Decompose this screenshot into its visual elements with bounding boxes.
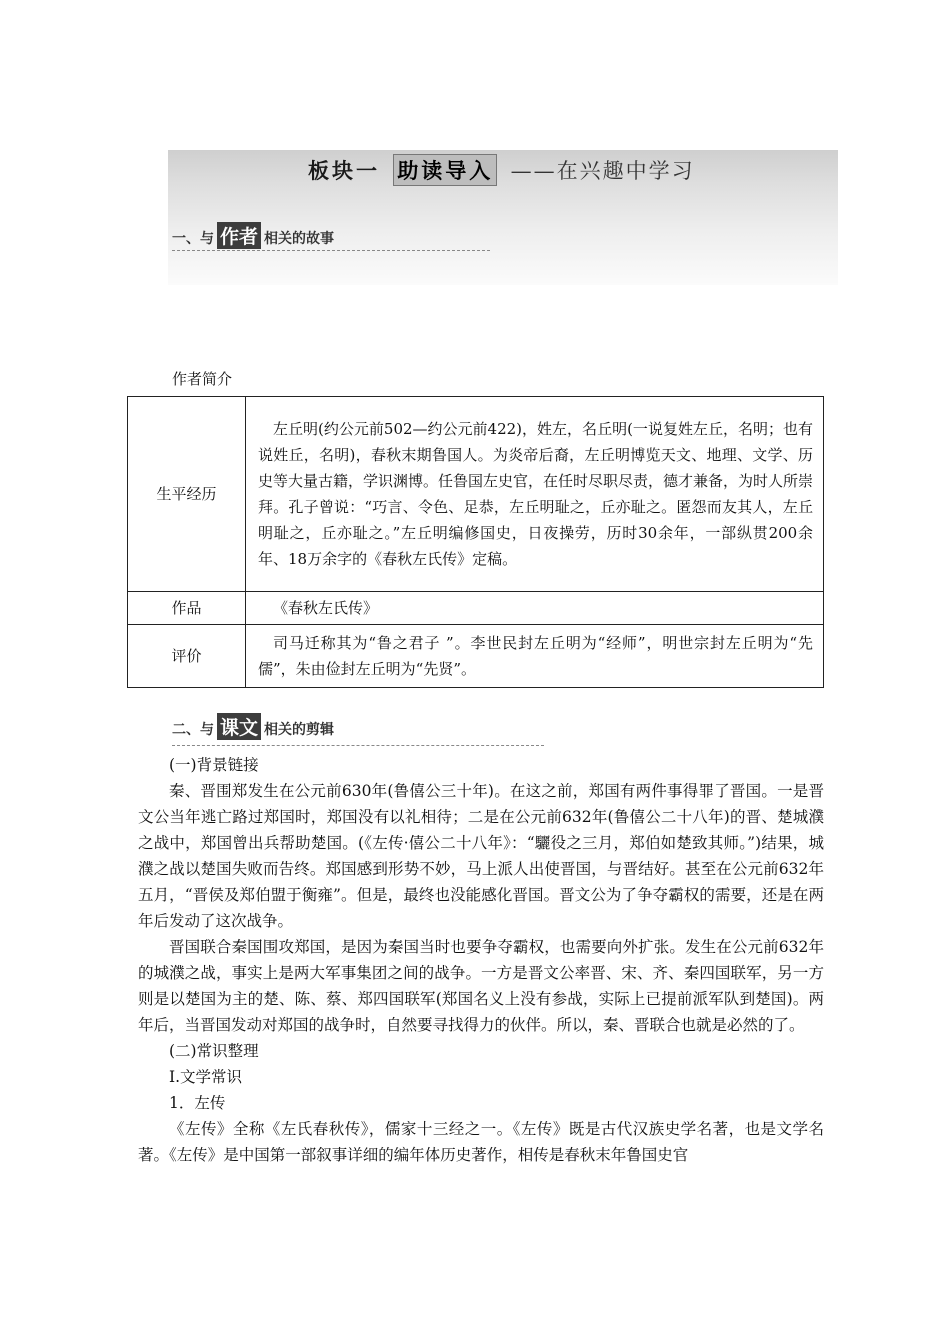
- item-heading: 1．左传: [169, 1094, 226, 1112]
- main-content: [138, 752, 824, 1168]
- section1-suffix: 相关的故事: [264, 231, 335, 247]
- section1-prefix: 一、与: [172, 231, 214, 247]
- section2-suffix: 相关的剪辑: [264, 722, 335, 738]
- banner-subtitle: ——在兴趣中学习: [510, 159, 695, 183]
- section1-highlight: 作者: [217, 222, 261, 249]
- author-intro-label: 作者简介: [172, 370, 233, 388]
- row-key: 作品: [128, 592, 246, 625]
- section-banner: [168, 150, 838, 285]
- table-row: [128, 592, 824, 625]
- row-value: 司马迁称其为“鲁之君子 ”。李世民封左丘明为“经师”，明世宗封左丘明为“先儒”，朱由俭封左丘明为“先贤”。: [246, 625, 824, 688]
- section1-heading: [172, 222, 334, 249]
- paragraph: 《左传》全称《左氏春秋传》，儒家十三经之一。《左传》既是古代汉族史学名著，也是文学名著。《左传》是中国第一部叙事详细的编年体历史著作，相传是春秋末年鲁国史官: [138, 1120, 824, 1164]
- banner-boxed-label: 助读导入: [393, 154, 497, 186]
- section1-divider: [172, 250, 490, 251]
- section2-prefix: 二、与: [172, 722, 214, 738]
- paragraph: 秦、晋围郑发生在公元前630年(鲁僖公三十年)。在这之前，郑国有两件事得罪了晋国。一是晋文公当年逃亡路过郑国时，郑国没有以礼相待；二是在公元前632年(鲁僖公二十八年)的晋、楚城濮之战中，郑国曾出兵帮助楚国。(《左传·僖公二十八年》：“驪役之三月，郑伯如楚致其师。”)结果，城濮之战以楚国失败而告终。郑国感到形势不妙，马上派人出使晋国，与晋结好。甚至在公元前632年五月，“晋侯及郑伯盟于衡雍”。但是，最终也没能感化晋国。晋文公为了争夺霸权的需要，还是在两年后发动了这次战争。: [138, 782, 824, 930]
- section2-heading: [172, 713, 334, 740]
- literature-heading: Ⅰ.文学常识: [169, 1068, 243, 1086]
- banner-block: 板块一: [308, 158, 380, 183]
- background-heading: (一)背景链接: [169, 756, 259, 774]
- knowledge-heading: (二)常识整理: [169, 1042, 259, 1060]
- table-row: [128, 625, 824, 688]
- row-key: 评价: [128, 625, 246, 688]
- row-key: 生平经历: [128, 397, 246, 592]
- row-value: 《春秋左氏传》: [246, 592, 824, 625]
- row-value: 左丘明(约公元前502—约公元前422)，姓左，名丘明(一说复姓左丘，名明；也有说姓丘，名明)，春秋末期鲁国人。为炎帝后裔，左丘明博览天文、地理、文学、历史等大量古籍，学识渊博。任鲁国左史官，在任时尽职尽责，德才兼备，为时人所崇拜。孔子曾说：“巧言、令色、足恭，左丘明耻之，丘亦耻之。匿怨而友其人，左丘明耻之，丘亦耻之。”左丘明编修国史，日夜操劳，历时30余年，一部纵贯200余年、18万余字的《春秋左氏传》定稿。: [246, 397, 824, 592]
- paragraph: 晋国联合秦国围攻郑国，是因为秦国当时也要争夺霸权，也需要向外扩张。发生在公元前632年的城濮之战，事实上是两大军事集团之间的战争。一方是晋文公率晋、宋、齐、秦四国联军，另一方则是以楚国为主的楚、陈、蔡、郑四国联军(郑国名义上没有参战，实际上已提前派军队到楚国)。两年后，当晋国发动对郑国的战争时，自然要寻找得力的伙伴。所以，秦、晋联合也就是必然的了。: [138, 938, 824, 1034]
- banner-title: [308, 154, 695, 186]
- author-bio-table: [127, 396, 824, 688]
- section2-divider: [172, 745, 544, 746]
- table-row: [128, 397, 824, 592]
- section2-highlight: 课文: [217, 713, 261, 740]
